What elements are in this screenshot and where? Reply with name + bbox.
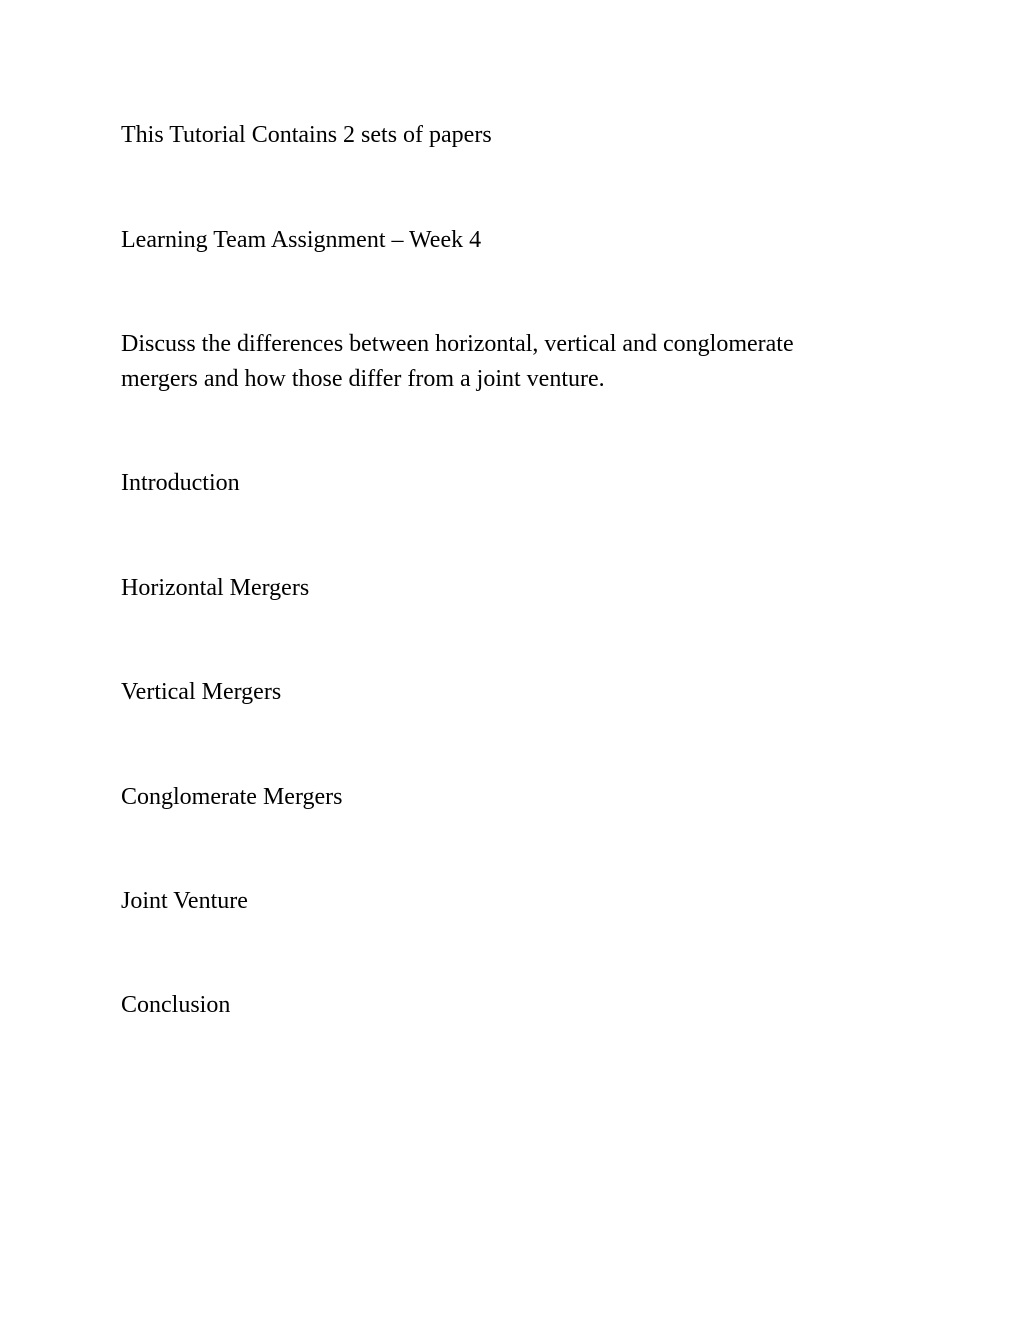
section-heading-conglomerate-mergers: Conglomerate Mergers xyxy=(121,784,343,810)
section-heading-conclusion: Conclusion xyxy=(121,992,231,1018)
section-heading-introduction: Introduction xyxy=(121,470,240,496)
assignment-prompt xyxy=(121,327,901,397)
assignment-prompt-line: Discuss the differences between horizontal, vertical and conglomerate xyxy=(121,331,794,357)
tutorial-note: This Tutorial Contains 2 sets of papers xyxy=(121,122,492,148)
assignment-prompt-line: mergers and how those differ from a joint venture. xyxy=(121,366,605,392)
section-heading-horizontal-mergers: Horizontal Mergers xyxy=(121,575,310,601)
section-heading-joint-venture: Joint Venture xyxy=(121,888,248,914)
assignment-title: Learning Team Assignment – Week 4 xyxy=(121,227,482,253)
section-heading-vertical-mergers: Vertical Mergers xyxy=(121,679,282,705)
